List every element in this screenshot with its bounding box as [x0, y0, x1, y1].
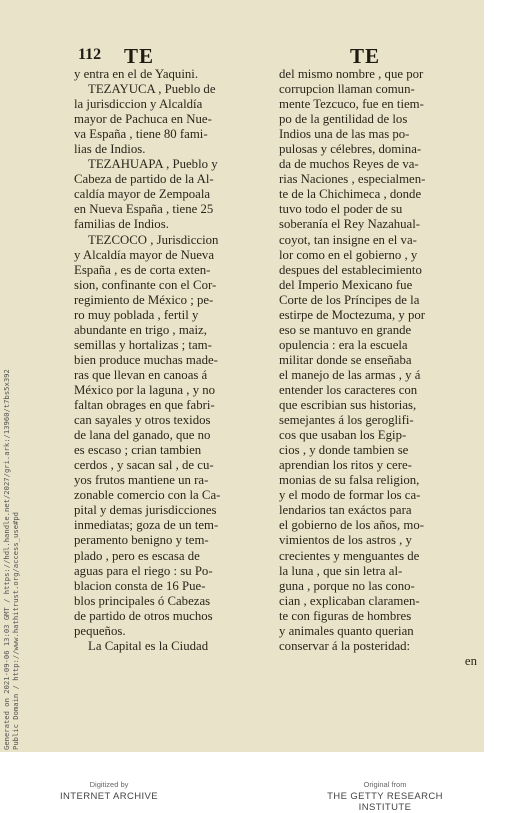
text-line: vimientos de los astros , y — [279, 533, 412, 548]
text-line: y el modo de formar los ca- — [279, 488, 421, 503]
text-line: familias de Indios. — [74, 217, 169, 232]
text-line: la jurisdiccion y Alcaldía — [74, 97, 203, 112]
text-line: va España , tiene 80 fami- — [74, 127, 208, 142]
text-line: mente Tezcuco, fue en tiem- — [279, 97, 424, 112]
text-line: y entra en el de Yaquini. — [74, 67, 199, 81]
text-line: da de muchos Reyes de va- — [279, 157, 419, 172]
digitized-by-credit — [54, 780, 164, 802]
text-line: es escaso ; crian tambien — [74, 443, 202, 458]
text-line: bien produce muchas made- — [74, 352, 218, 367]
text-line: te con figuras de hombres — [279, 608, 412, 623]
page-number: 112 — [78, 46, 102, 63]
text-line: militar donde se enseñaba — [279, 352, 412, 367]
text-line: cian , explicaban claramen- — [279, 593, 420, 608]
text-line: de lana del ganado, que no — [74, 428, 211, 443]
text-line: cios , y donde tambien se — [279, 443, 409, 458]
hathitrust-side-note — [2, 360, 30, 750]
text-line: tuvo todo el poder de su — [279, 202, 403, 217]
text-line: peramento benigno y tem- — [74, 533, 209, 548]
text-line: el gobierno de los años, mo- — [279, 518, 425, 533]
credit-name: INTERNET ARCHIVE — [59, 791, 159, 802]
text-line: aprendian los ritos y cere- — [279, 458, 412, 473]
text-line: regimiento de México ; pe- — [74, 292, 214, 307]
text-line: despues del establecimiento — [279, 262, 422, 277]
text-line: ro muy poblada , fertil y — [74, 307, 199, 322]
text-line: eso se mantuvo en grande — [279, 322, 412, 337]
text-line: la luna , que sin letra al- — [279, 563, 403, 578]
text-line: semejantes á los geroglifi- — [279, 413, 414, 428]
text-line: del Imperio Mexicano fue — [279, 277, 413, 292]
text-line: entender los caracteres con — [279, 382, 418, 397]
text-line: el manejo de las armas , y á — [279, 367, 421, 382]
text-line: cerdos , y sacan sal , de cu- — [74, 458, 214, 473]
text-line: sion, confinante con el Cor- — [74, 277, 217, 292]
text-line: monias de su falsa religion, — [279, 473, 420, 488]
text-line: pulosas y célebres, domina- — [279, 142, 422, 157]
credit-label: Digitized by — [89, 780, 129, 789]
text-line: yos frutos mantiene un ra- — [74, 473, 209, 488]
text-line: soberanía el Rey Nazahual- — [279, 217, 421, 232]
text-line: pital y demas jurisdicciones — [74, 503, 217, 518]
right-text-column — [279, 67, 477, 669]
credit-name: THE GETTY RESEARCH INSTITUTE — [327, 791, 443, 813]
text-line: faltan obrages en que fabri- — [74, 398, 215, 413]
text-line: en — [464, 653, 477, 668]
text-line: lias de Indios. — [74, 142, 146, 157]
text-line: coyot, tan insigne en el va- — [279, 232, 417, 247]
text-line: plado , pero es escasa de — [74, 548, 200, 563]
running-head-left: TE — [124, 44, 155, 68]
text-line: y animales quanto querian — [279, 623, 414, 638]
text-line: lor como en el gobierno , y — [279, 247, 418, 262]
text-line: aguas para el riego : su Po- — [74, 563, 213, 578]
text-line: conservar á la posteridad: — [279, 638, 411, 653]
text-line: lendarios tan exáctos para — [279, 503, 412, 518]
text-line: México por la laguna , y no — [74, 382, 216, 397]
original-from-credit — [305, 780, 465, 813]
text-line: mayor de Pachuca en Nue- — [74, 112, 212, 127]
text-line: zonable comercio con la Ca- — [74, 488, 221, 503]
text-line: can sayales y otros texidos — [74, 413, 211, 428]
text-line: en Nueva España , tiene 25 — [74, 202, 214, 217]
text-line: pequeños. — [74, 623, 126, 638]
running-header — [78, 46, 458, 68]
text-line: de partido de otros muchos — [74, 608, 213, 623]
text-line: Indios una de las mas po- — [279, 127, 410, 142]
text-line: Corte de los Príncipes de la — [279, 292, 420, 307]
text-line: crecientes y menguantes de — [279, 548, 420, 563]
text-line: semillas y hortalizas ; tam- — [74, 337, 212, 352]
text-line: La Capital es la Ciudad — [88, 638, 209, 653]
text-line: inmediatas; goza de un tem- — [74, 518, 219, 533]
text-line: TEZAYUCA , Pueblo de — [88, 82, 216, 97]
text-line: te de la Chichimeca , donde — [279, 187, 422, 202]
text-line: corrupcion llaman comun- — [279, 82, 415, 97]
text-line: opulencia : era la escuela — [279, 337, 408, 352]
text-line: estirpe de Moctezuma, y por — [279, 307, 426, 322]
text-line: abundante en trigo , maiz, — [74, 322, 207, 337]
left-text-column — [74, 67, 269, 654]
text-line: España , es de corta exten- — [74, 262, 211, 277]
running-head-right: TE — [350, 44, 381, 68]
text-line: ras que llevan en canoas á — [74, 367, 208, 382]
text-line: rias Naciones , especialmen- — [279, 172, 426, 187]
text-line: Cabeza de partido de la Al- — [74, 172, 214, 187]
text-line: guna , porque no las cono- — [279, 578, 415, 593]
text-line: TEZAHUAPA , Pueblo y — [88, 157, 218, 172]
text-line: que escribian sus historias, — [279, 398, 417, 413]
credit-label: Original from — [363, 780, 407, 789]
text-line: caldía mayor de Zempoala — [74, 187, 211, 202]
text-line: cos que usaban los Egip- — [279, 428, 407, 443]
text-line: del mismo nombre , que por — [279, 67, 424, 81]
text-line: TEZCOCO , Jurisdiccion — [88, 232, 219, 247]
text-line: y Alcaldía mayor de Nueva — [74, 247, 215, 262]
text-line: po de la gentilidad de los — [279, 112, 408, 127]
side-note-line: Public Domain / http://www.hathitrust.org/access_use#pd — [11, 512, 20, 750]
side-note-line: Generated on 2021-09-06 13:03 GMT / https://hdl.handle.net/2027/gri.ark:/13960/t7bs5x392 — [2, 369, 11, 750]
text-line: blos principales ó Cabezas — [74, 593, 211, 608]
text-line: blacion consta de 16 Pue- — [74, 578, 206, 593]
